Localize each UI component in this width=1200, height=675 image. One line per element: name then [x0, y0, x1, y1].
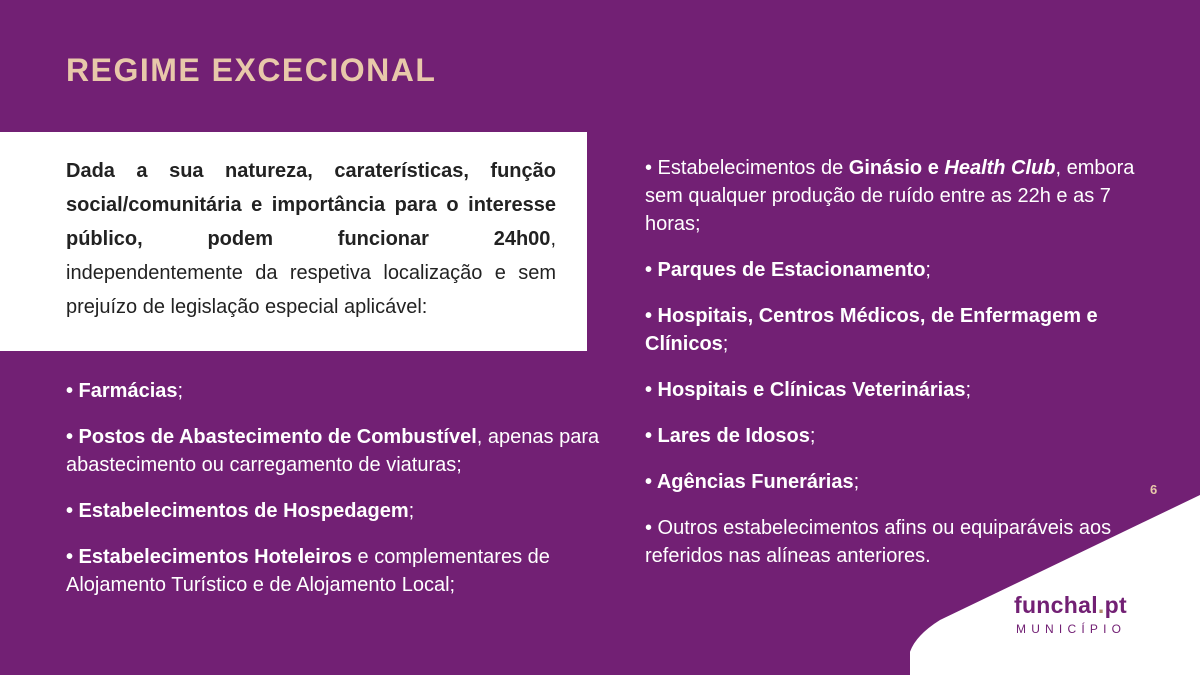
- list-item: [645, 468, 1150, 496]
- intro-box: [0, 132, 587, 351]
- item-text: ;: [925, 259, 931, 281]
- corner-shape: [910, 495, 1200, 675]
- slide-title: REGIME EXCECIONAL: [66, 52, 437, 88]
- list-item: [66, 377, 606, 405]
- logo: funchal.pt: [1014, 592, 1127, 618]
- intro-text: [66, 154, 556, 324]
- item-text: ;: [965, 379, 972, 401]
- item-text: ;: [809, 425, 816, 447]
- item-bold: • Farmácias: [66, 380, 178, 402]
- item-bold: • Estabelecimentos Hoteleiros: [66, 546, 352, 568]
- intro-bold: Dada a sua natureza, caraterísticas, função social/comunitária e importância para o interesse público, podem funcionar 24h00: [66, 160, 556, 250]
- logo-subtitle: MUNICÍPIO: [1016, 622, 1127, 636]
- item-bold: • Estabelecimentos de Hospedagem: [66, 500, 409, 522]
- item-text: , embora sem qualquer produção de ruído entre as 22h e as 7 horas;: [645, 157, 1135, 235]
- list-item: [66, 423, 606, 479]
- item-bold: • Postos de Abastecimento de Combustível: [66, 426, 477, 448]
- list-item: [66, 497, 606, 525]
- item-text: ;: [853, 471, 860, 493]
- list-item: [645, 302, 1150, 358]
- list-item: [645, 376, 1150, 404]
- list-item: [645, 154, 1150, 238]
- item-italic: Health Club: [944, 157, 1056, 179]
- item-bold: • Agências Funerárias: [645, 471, 854, 493]
- item-bold: Ginásio e: [848, 157, 945, 179]
- item-text: ;: [408, 500, 415, 522]
- item-text: • Estabelecimentos de: [645, 157, 849, 179]
- item-text: ;: [722, 333, 729, 355]
- left-list: [66, 377, 606, 617]
- item-text: , apenas para abastecimento ou carregamento de viaturas;: [66, 426, 600, 476]
- item-bold: • Hospitais, Centros Médicos, de Enfermagem e Clínicos: [645, 305, 1098, 355]
- intro-normal: , independentemente da respetiva localização e sem prejuízo de legislação especial aplicável:: [66, 228, 556, 318]
- page-number: 6: [1150, 482, 1158, 497]
- item-text: ;: [177, 380, 184, 402]
- item-bold: • Lares de Idosos: [645, 425, 810, 447]
- list-item: [645, 422, 1150, 450]
- list-item: [66, 543, 606, 599]
- item-bold: • Parques de Estacionamento: [645, 259, 926, 281]
- item-bold: • Hospitais e Clínicas Veterinárias: [645, 379, 966, 401]
- item-text: • Outros estabelecimentos afins ou equiparáveis aos referidos nas alíneas anteriores.: [645, 517, 1112, 567]
- item-text: e complementares de Alojamento Turístico e de Alojamento Local;: [66, 546, 550, 596]
- list-item: [645, 256, 1150, 284]
